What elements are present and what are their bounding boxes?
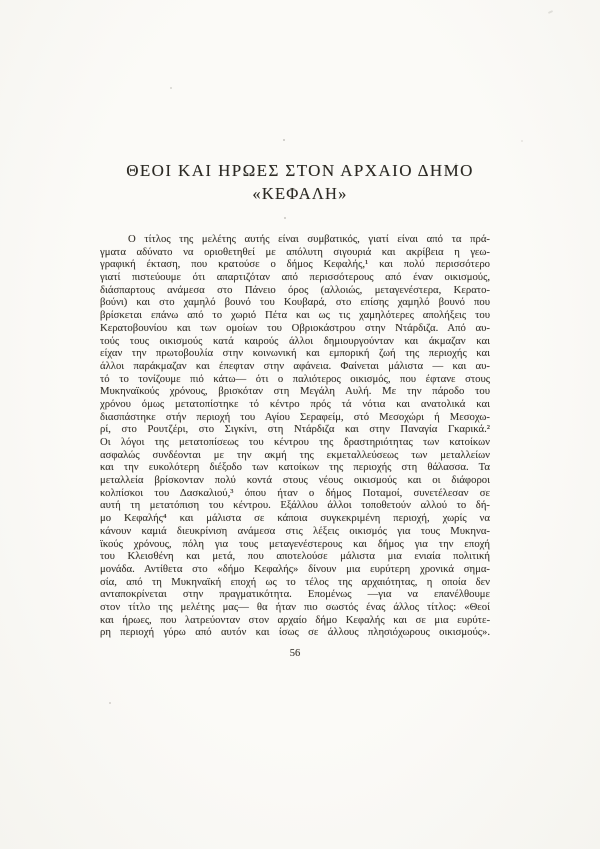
text-line: γματα αδύνατο να οριοθετηθεί με απόλυτη σιγουριά και ακρίβεια η γεω- (100, 245, 490, 258)
text-line: Μυκηναϊκούς χρόνους, βρισκόταν στη Μεγάλη Αυλή. Με την πάροδο του (100, 385, 490, 398)
text-line: τούς τους οικισμούς κατά καιρούς άλλοι δημιουργούνταν και άκμαζαν και (100, 334, 490, 347)
page-number: 56 (289, 648, 301, 659)
text-line: και ήρωες, που λατρεύονταν στον αρχαίο δήμο Κεφαλής και σε μια ευρύτε- (100, 613, 490, 626)
article-title (0, 161, 600, 204)
text-line: κολπίσκοι του Δασκαλιού,³ όπου ήταν ο δήμος Ποταμοί, συνετέλεσαν σε (100, 486, 490, 499)
text-line: ϊκούς χρόνους, πόλη για τους μεταγενέστερους και δήμος για την εποχή (100, 537, 490, 550)
text-line: βρίσκεται επάνω από το χωριό Πέτα και ως τις χαμηλότερες απολήξεις του (100, 309, 490, 322)
text-line: είχαν την πρωτοβουλία στην κοινωνική και εμπορική ζωή της περιοχής και (100, 347, 490, 360)
text-line: ασφαλώς συνδέονται με την ακμή της εκμεταλλεύσεως των μεταλλείων (100, 448, 490, 461)
text-line: Ο τίτλος της μελέτης αυτής είναι συμβατικός, γιατί είναι από τα πρά- (128, 233, 490, 245)
text-line: και την ευκολότερη διέξοδο των κατοίκων της περιοχής στη θάλασσα. Τα (100, 461, 490, 474)
text-line: βούνι) και στο χαμηλό βουνό του Κουβαρά, στο επίσης χαμηλό βουνό που (100, 296, 490, 309)
text-line: μεταλλεία βρίσκονταν πολύ κοντά στους νέους οικισμούς και οι διάφοροι (100, 474, 490, 487)
text-line: γραφική έκταση, που κρατούσε ο δήμος Κεφαλής,¹ και πολύ περισσότερο (100, 258, 490, 271)
article-title-line1: ΘΕΟΙ ΚΑΙ ΗΡΩΕΣ ΣΤΟΝ ΑΡΧΑΙΟ ΔΗΜΟ (126, 161, 474, 180)
text-line: τό το τονίζουμε πιό κάτω— ότι ο παλιότερος οικισμός, που έφτανε στους (100, 372, 490, 385)
text-line: διασπάστηκε στήν περιοχή του Αγίου Σεραφείμ, στό Μεσοχώρι ή Μεσοχω- (100, 410, 490, 423)
article-body (100, 233, 490, 639)
text-line: αυτή τη μετατόπιση του κέντρου. Εξάλλου άλλοι τοποθετούν αλλού το δή- (100, 499, 490, 512)
text-line: Κερατοβουνίου και των ομοίων του Οβριοκάστρου στην Ντάρδιζα. Από αυ- (100, 321, 490, 334)
text-line: μο Κεφαλής⁴ και μάλιστα σε κάποια συγκεκριμένη περιοχή, χωρίς να (100, 512, 490, 525)
text-line: κάνουν καμιά διευκρίνιση ανάμεσα στις λέξεις οικισμός για τους Μυκηνα- (100, 524, 490, 537)
article-title-line2: «ΚΕΦΑΛΗ» (252, 184, 348, 203)
text-line: σία, από τη Μυκηναϊκή εποχή ως το τέλος της αρχαιότητας, η οποία δεν (100, 575, 490, 588)
text-line: άλλοι παράκμαζαν και έπεφταν στην αφάνεια. Φαίνεται μάλιστα — και αυ- (100, 359, 490, 372)
text-line: χρόνου όμως μετατοπίστηκε τό κέντρο πρός τά νότια και ανατολικά και (100, 397, 490, 410)
text-line: ανταποκρίνεται στην πραγματικότητα. Επομένως —για να επανέλθουμε (100, 588, 490, 601)
scan-speck (170, 87, 172, 89)
text-line: Οι λόγοι της μετατοπίσεως του κέντρου της δραστηριότητας των κατοίκων (100, 436, 490, 448)
scan-speck (283, 139, 285, 141)
scan-speck (521, 140, 523, 142)
text-line: στον τίτλο της μελέτης μας— θα ήταν πιο σωστός ένας άλλος τίτλος: «Θεοί (100, 600, 490, 613)
text-line: μονάδα. Αντίθετα στο «δήμο Κεφαλής» δίνουν μια ευρύτερη χρονικά σημα- (100, 562, 490, 575)
scan-speck (548, 10, 553, 14)
text-line: ρη περιοχή γύρω από αυτόν και ίσως σε άλλους πλησιόχωρους οικισμούς». (100, 626, 490, 639)
scan-speck (109, 702, 111, 704)
scan-speck (284, 217, 286, 219)
text-line: ρί, στο Ρουτζέρι, στο Σιγκίνι, στη Ντάρδιζα και στην Παναγία Γκαρικά.² (100, 423, 490, 436)
text-line: του Κλεισθένη και μετά, που αποτελούσε μάλιστα μια ενιαία πολιτική (100, 550, 490, 563)
text-line: γιατί πιστεύουμε ότι απαρτιζόταν από περισσότερους από έναν οικισμούς, (100, 271, 490, 284)
text-line: διάσπαρτους ανάμεσα στο Πάνειο όρος (αλλοιώς, μεταγενέστερα, Κερατο- (100, 283, 490, 296)
